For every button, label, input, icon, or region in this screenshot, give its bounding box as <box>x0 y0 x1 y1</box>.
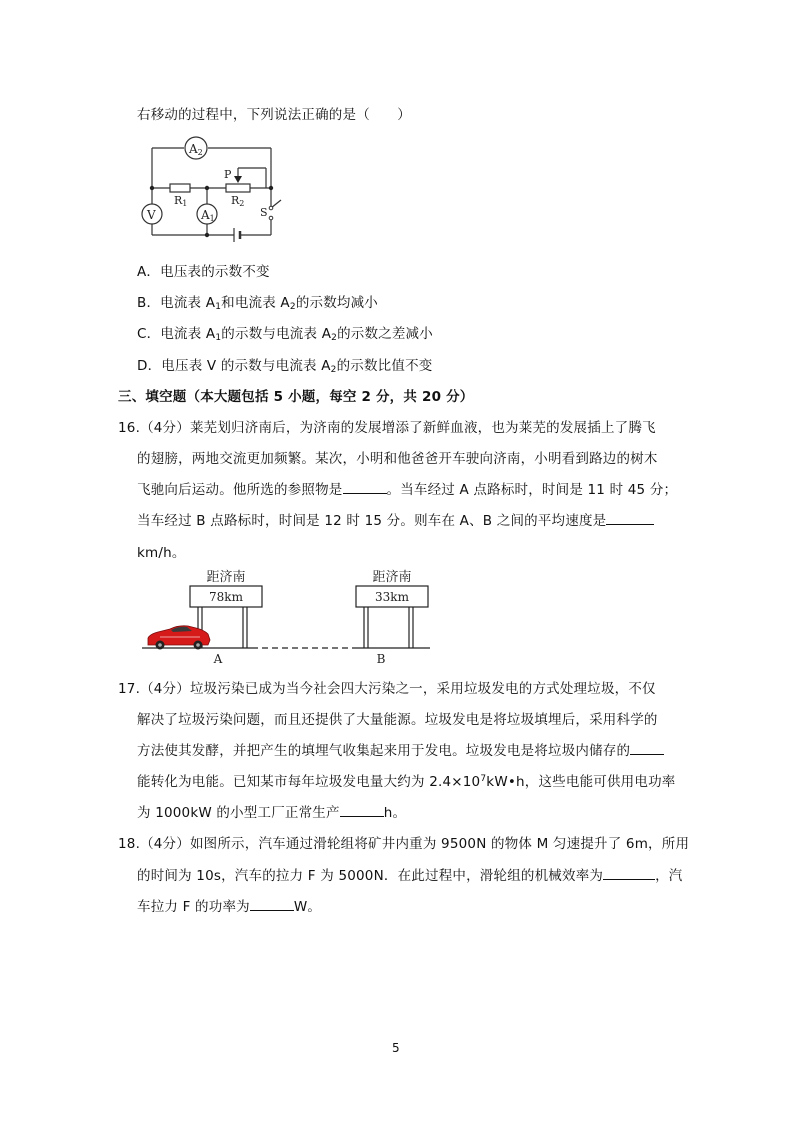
red-car-icon <box>148 626 210 650</box>
point-a-label: A <box>213 652 223 666</box>
q15-stem: 右移动的过程中，下列说法正确的是（ ） <box>137 107 411 123</box>
q15-option-c: C．电流表 $A_1$的示数与电流表 $A_2$的示数之差减小 <box>137 326 433 343</box>
q16-line-1: 16.（4分）莱芜划归济南后，为济南的发展增添了新鲜血液，也为莱芜的发展插上了腾飞 <box>118 420 656 436</box>
circuit-diagram <box>138 134 286 246</box>
q16-blank-2[interactable] <box>606 512 654 525</box>
sign-a-value: 78km <box>209 590 243 604</box>
q15-option-a: A．电压表的示数不变 <box>137 264 270 280</box>
q17-blank-2[interactable] <box>340 804 384 817</box>
switch-s-label: S <box>260 206 268 219</box>
q15-option-d: D．电压表 V 的示数与电流表 $A_2$的示数比值不变 <box>137 358 433 375</box>
q18-blank-1[interactable] <box>603 867 655 880</box>
voltmeter-label: V <box>147 208 156 222</box>
q17-line-3: 方法使其发酵，并把产生的填埋气收集起来用于发电。垃圾发电是将垃圾内储存的 <box>137 739 664 759</box>
q16-line-4: 当车经过 B 点路标时，时间是 12 时 15 分。则车在 A、B 之间的平均速度是 <box>137 509 654 529</box>
q17-line-5: 为 1000kW 的小型工厂正常生产 h。 <box>137 805 407 821</box>
q16-line-2: 的翅膀，两地交流更加频繁。某次，小明和他爸爸开车驶向济南，小明看到路边的树木 <box>137 451 658 467</box>
q18-line-3: 车拉力 F 的功率为 W。 <box>137 899 322 915</box>
sign-b-value: 33km <box>375 590 409 604</box>
section-3-title: 三、填空题（本大题包括 5 小题，每空 2 分，共 20 分） <box>118 389 474 405</box>
q16-line-3: 飞驰向后运动。他所选的参照物是 。当车经过 A 点路标时，时间是 11 时 45 分； <box>137 482 678 498</box>
ammeter-a2-label: A2 <box>189 142 203 157</box>
q18-line-2: 的时间为 10s，汽车的拉力 F 为 5000N．在此过程中，滑轮组的机械效率为 ，汽 <box>137 868 683 884</box>
sign-a-title: 距济南 <box>206 570 246 585</box>
q15-option-b: B．电流表 $A_1$和电流表 $A_2$的示数均减小 <box>137 295 379 312</box>
ammeter-a1-label: A1 <box>201 208 215 223</box>
r1-label: R1 <box>174 194 188 208</box>
q17-blank-1[interactable] <box>630 742 664 755</box>
page-number: 5 <box>392 1041 400 1055</box>
point-b-label: B <box>376 652 386 666</box>
q17-line-4: 能转化为电能。已知某市每年垃圾发电量大约为 $2.4\times 10^7kW•h$，这些电能可供用电功率 <box>137 774 676 790</box>
r2-label: R2 <box>231 194 245 208</box>
q18-line-1: 18.（4分）如图所示，汽车通过滑轮组将矿井内重为 9500N 的物体 M 匀速提升了 6m，所用 <box>118 836 690 852</box>
q17-line-2: 解决了垃圾污染问题，而且还提供了大量能源。垃圾发电是将垃圾填埋后，采用科学的 <box>137 712 658 728</box>
q16-line-5: km/h。 <box>137 545 186 561</box>
sign-b-title: 距济南 <box>372 570 412 585</box>
q17-line-1: 17.（4分）垃圾污染已成为当今社会四大污染之一，采用垃圾发电的方式处理垃圾，不仅 <box>118 681 656 697</box>
slider-p-label: P <box>224 168 232 181</box>
q16-blank-1[interactable] <box>343 481 387 494</box>
road-sign-figure <box>140 566 440 668</box>
q18-blank-2[interactable] <box>250 898 294 911</box>
